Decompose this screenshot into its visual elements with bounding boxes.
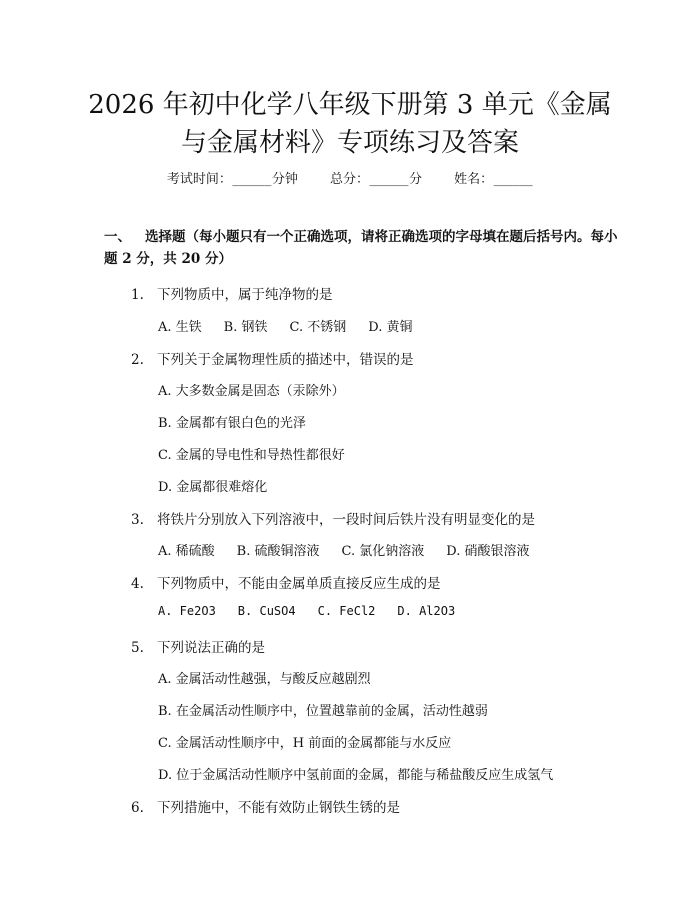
option: B. 金属都有银白色的光泽 [158,416,306,431]
section-text: 选择题（每小题只有一个正确选项，请将正确选项的字母填在题后括号内。每小题 2 分，共 20 分） [104,229,618,267]
option: D. Al2O3 [397,604,456,618]
question-3-options [158,540,551,559]
option: A. 金属活动性越强，与酸反应越剧烈 [158,672,371,687]
option: D. 硝酸银溶液 [446,544,530,559]
section-heading [104,226,630,270]
option: A. Fe2O3 [158,604,216,618]
question-4-options [158,604,477,618]
title-line-1: 2026 年初中化学八年级下册第 3 单元《金属 [88,90,612,120]
option: A. 生铁 [158,320,202,335]
option: B. 硫酸铜溶液 [236,544,320,559]
question-4: 4. 下列物质中，不能由金属单质直接反应生成的是 [131,576,441,592]
question-3: 3. 将铁片分别放入下列溶液中，一段时间后铁片没有明显变化的是 [131,512,535,528]
question-2: 2. 下列关于金属物理性质的描述中，错误的是 [131,352,414,368]
question-1: 1. 下列物质中，属于纯净物的是 [131,287,333,303]
exam-time-field: 考试时间：______分钟 [166,172,298,187]
option: D. 黄铜 [368,320,413,335]
option: B. 钢铁 [223,320,268,335]
option: A. 稀硫酸 [158,544,215,559]
section-number: 一、 [104,229,131,245]
option: C. FeCl2 [317,604,376,618]
option: D. 金属都很难熔化 [158,480,268,495]
question-5: 5. 下列说法正确的是 [131,640,265,656]
option: B. 在金属活动性顺序中，位置越靠前的金属，活动性越弱 [158,704,488,719]
option: C. 金属的导电性和导热性都很好 [158,448,345,463]
option: A. 大多数金属是固态（汞除外） [158,384,345,399]
question-1-options [158,316,434,335]
option: C. 不锈钢 [289,320,347,335]
option: B. CuSO4 [237,604,296,618]
title-line-2: 与金属材料》专项练习及答案 [180,128,519,158]
document-title [60,86,640,162]
student-name-field: 姓名：______ [454,172,533,187]
total-score-field: 总分：______分 [329,172,423,187]
exam-info [0,168,700,187]
option: D. 位于金属活动性顺序中氢前面的金属，都能与稀盐酸反应生成氢气 [158,768,554,783]
option: C. 金属活动性顺序中，H 前面的金属都能与水反应 [158,736,452,751]
question-6: 6. 下列措施中，不能有效防止钢铁生锈的是 [131,800,400,816]
option: C. 氯化钠溶液 [341,544,425,559]
